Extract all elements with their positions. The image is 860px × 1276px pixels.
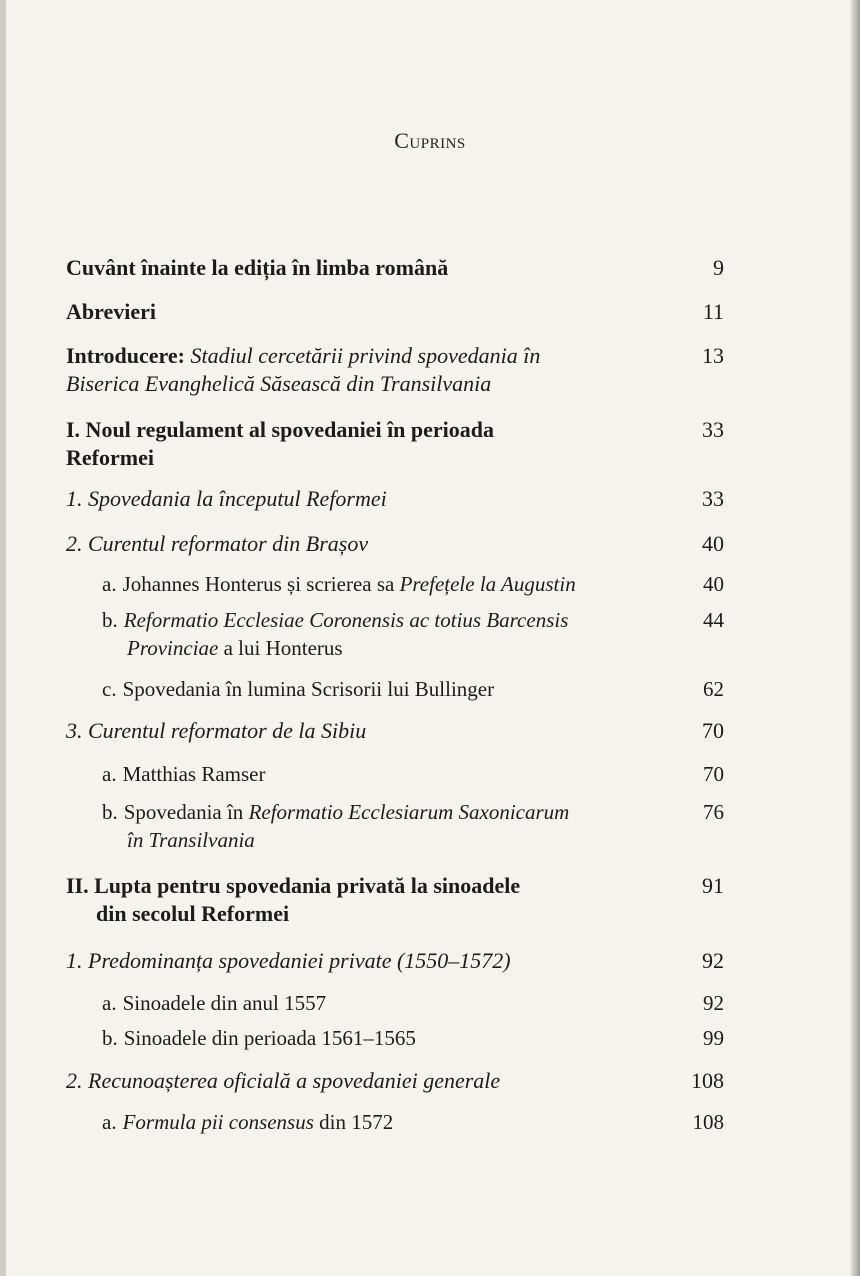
entry-label: b. (102, 1026, 118, 1050)
toc-entry-1-3-a (102, 760, 724, 788)
entry-text: Abrevieri (66, 299, 157, 324)
entry-italic-line2: în Transilvania (127, 828, 255, 852)
toc-entry-2-1 (66, 947, 724, 975)
entry-lead: Introducere: (66, 343, 185, 368)
entry-italic: Reformatio Ecclesiarum Saxonicarum (248, 800, 570, 824)
entry-label: a. (102, 572, 117, 596)
entry-page: 33 (702, 417, 724, 442)
entry-text (66, 416, 676, 472)
entry-rest-line2: Biserica Evanghelică Săsească din Transilvania (66, 371, 492, 396)
entry-text (102, 989, 676, 1017)
entry-page: 108 (692, 1110, 724, 1134)
entry-text-line1: II. Lupta pentru spovedania privată la sinoadele (66, 873, 521, 898)
entry-page: 9 (713, 255, 724, 280)
entry-page: 108 (691, 1068, 724, 1093)
entry-text (102, 675, 676, 703)
page-left-edge (0, 0, 6, 1276)
toc-entry-chapter-1 (66, 416, 724, 472)
entry-italic: Formula pii consensus (122, 1110, 314, 1134)
toc-entry-1-2-a (102, 570, 724, 598)
entry-label: b. (102, 800, 118, 824)
entry-page: 70 (702, 718, 724, 743)
entry-italic-line2: Provinciae (127, 636, 219, 660)
toc-entry-2-1-a (102, 989, 724, 1017)
toc-entry-1-3-b (102, 798, 724, 854)
page-right-edge (850, 0, 860, 1276)
toc-entry-introduction (66, 342, 724, 398)
toc-entry-1-2-b (102, 606, 724, 662)
entry-page: 40 (702, 531, 724, 556)
toc-entry-2-1-b (102, 1024, 724, 1052)
entry-text (66, 872, 676, 928)
entry-page: 70 (703, 762, 724, 786)
entry-page: 33 (702, 486, 724, 511)
entry-plain-line2: a lui Honterus (223, 636, 343, 660)
page-title: Cuprins (394, 128, 466, 153)
entry-label: c. (102, 677, 117, 701)
entry-plain: Johannes Honterus și scrierea sa (122, 572, 395, 596)
toc-entry-1-3 (66, 717, 724, 745)
entry-label: a. (102, 1110, 117, 1134)
entry-page: 13 (702, 343, 724, 368)
entry-page: 11 (702, 299, 724, 324)
entry-page: 40 (703, 572, 724, 596)
entry-page: 76 (703, 800, 724, 824)
entry-page: 99 (703, 1026, 724, 1050)
toc-entry-foreword (66, 254, 724, 282)
entry-text: 2. Recunoașterea oficială a spovedaniei generale (66, 1068, 501, 1093)
entry-plain: din 1572 (319, 1110, 394, 1134)
entry-rest: Stadiul cercetării privind spovedania în (190, 343, 541, 368)
entry-page: 92 (702, 948, 724, 973)
entry-text (66, 342, 676, 398)
entry-text (102, 570, 676, 598)
entry-plain: Matthias Ramser (122, 762, 266, 786)
entry-text (102, 1108, 676, 1136)
entry-text-line1: I. Noul regulament al spovedaniei în perioada (66, 417, 495, 442)
entry-text (102, 760, 676, 788)
entry-plain: Sinoadele din anul 1557 (122, 991, 327, 1015)
toc-entry-1-2 (66, 530, 724, 558)
entry-italic: Reformatio Ecclesiae Coronensis ac totius Barcensis (123, 608, 569, 632)
entry-text-line2: din secolul Reformei (96, 901, 290, 926)
toc-entry-2-2 (66, 1067, 724, 1095)
entry-text: 2. Curentul reformator din Brașov (66, 531, 369, 556)
entry-plain: Spovedania în lumina Scrisorii lui Bullinger (122, 677, 495, 701)
entry-page: 92 (703, 991, 724, 1015)
entry-label: b. (102, 608, 118, 632)
entry-text: 1. Predominanța spovedaniei private (1550–1572) (66, 948, 511, 973)
entry-page: 62 (703, 677, 724, 701)
toc-entry-1-1 (66, 485, 724, 513)
entry-text (102, 606, 676, 662)
entry-text (102, 798, 676, 854)
entry-text: 3. Curentul reformator de la Sibiu (66, 718, 367, 743)
entry-page: 91 (702, 873, 724, 898)
entry-plain: Spovedania în (123, 800, 244, 824)
toc-entry-2-2-a (102, 1108, 724, 1136)
entry-text (102, 1024, 676, 1052)
entry-label: a. (102, 991, 117, 1015)
entry-text-line2: Reformei (66, 445, 154, 470)
entry-label: a. (102, 762, 117, 786)
toc-entry-1-2-c (102, 675, 724, 703)
entry-page: 44 (703, 608, 724, 632)
entry-text: Cuvânt înainte la ediția în limba română (66, 255, 449, 280)
toc-entry-abbreviations (66, 298, 724, 326)
entry-plain: Sinoadele din perioada 1561–1565 (123, 1026, 416, 1050)
entry-text: 1. Spovedania la începutul Reformei (66, 486, 387, 511)
entry-italic: Prefețele la Augustin (399, 572, 576, 596)
toc-entry-chapter-2 (66, 872, 724, 928)
